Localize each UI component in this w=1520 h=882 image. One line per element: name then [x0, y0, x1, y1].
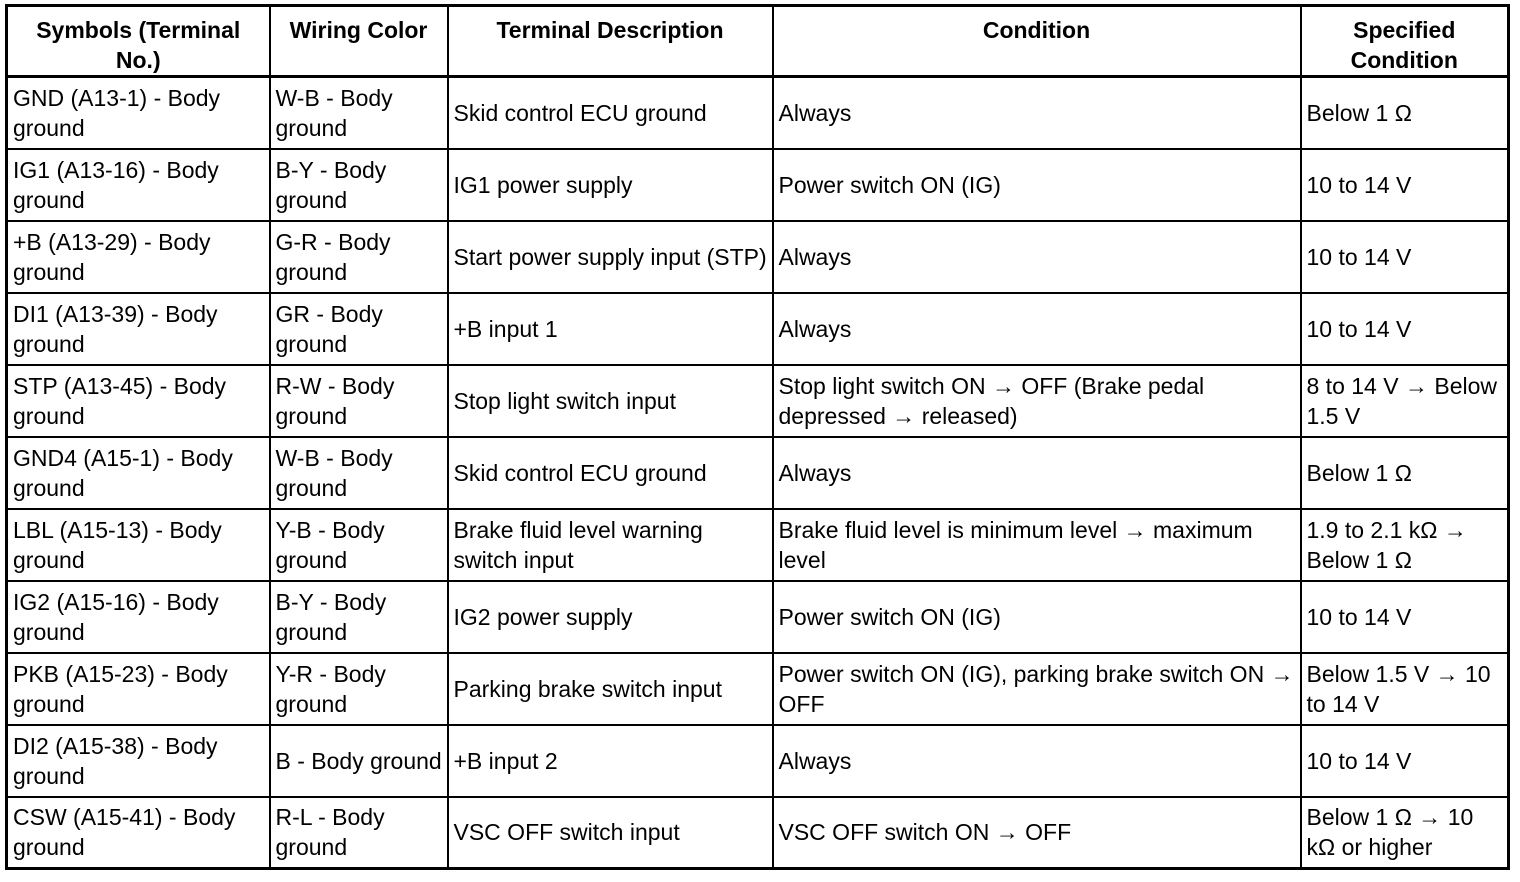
cell-specified-condition: 10 to 14 V	[1301, 149, 1509, 221]
cell-terminal-description: Skid control ECU ground	[448, 77, 773, 149]
cell-terminal-description: Brake fluid level warning switch input	[448, 509, 773, 581]
table-header-row	[7, 6, 1509, 77]
table-row	[7, 653, 1509, 725]
table-row	[7, 581, 1509, 653]
table-row	[7, 797, 1509, 869]
cell-terminal-description: +B input 2	[448, 725, 773, 797]
table-row	[7, 365, 1509, 437]
header-specified-condition: Specified Condition	[1301, 6, 1509, 77]
cell-symbol: DI1 (A13-39) - Body ground	[7, 293, 270, 365]
terminal-specification-table	[5, 4, 1510, 870]
cell-wiring-color: B-Y - Body ground	[270, 149, 448, 221]
cell-terminal-description: Parking brake switch input	[448, 653, 773, 725]
table-row	[7, 725, 1509, 797]
cell-condition: Power switch ON (IG)	[773, 149, 1301, 221]
cell-condition: Always	[773, 437, 1301, 509]
cell-condition: Always	[773, 77, 1301, 149]
cell-symbol: PKB (A15-23) - Body ground	[7, 653, 270, 725]
cell-specified-condition: 10 to 14 V	[1301, 725, 1509, 797]
cell-terminal-description: VSC OFF switch input	[448, 797, 773, 869]
cell-specified-condition: 1.9 to 2.1 kΩ → Below 1 Ω	[1301, 509, 1509, 581]
cell-symbol: IG2 (A15-16) - Body ground	[7, 581, 270, 653]
cell-wiring-color: GR - Body ground	[270, 293, 448, 365]
cell-wiring-color: Y-B - Body ground	[270, 509, 448, 581]
cell-symbol: LBL (A15-13) - Body ground	[7, 509, 270, 581]
cell-condition: Always	[773, 221, 1301, 293]
cell-condition: VSC OFF switch ON → OFF	[773, 797, 1301, 869]
table-body	[7, 77, 1509, 869]
cell-wiring-color: B - Body ground	[270, 725, 448, 797]
cell-condition: Always	[773, 293, 1301, 365]
cell-terminal-description: +B input 1	[448, 293, 773, 365]
cell-wiring-color: G-R - Body ground	[270, 221, 448, 293]
cell-terminal-description: IG2 power supply	[448, 581, 773, 653]
header-condition: Condition	[773, 6, 1301, 77]
cell-wiring-color: B-Y - Body ground	[270, 581, 448, 653]
cell-condition: Always	[773, 725, 1301, 797]
cell-specified-condition: 10 to 14 V	[1301, 293, 1509, 365]
cell-specified-condition: Below 1.5 V → 10 to 14 V	[1301, 653, 1509, 725]
cell-specified-condition: Below 1 Ω	[1301, 437, 1509, 509]
table-row	[7, 437, 1509, 509]
cell-condition: Brake fluid level is minimum level → maximum level	[773, 509, 1301, 581]
cell-symbol: GND (A13-1) - Body ground	[7, 77, 270, 149]
cell-specified-condition: Below 1 Ω	[1301, 77, 1509, 149]
cell-condition: Power switch ON (IG), parking brake switch ON → OFF	[773, 653, 1301, 725]
cell-symbol: IG1 (A13-16) - Body ground	[7, 149, 270, 221]
table-row	[7, 509, 1509, 581]
cell-wiring-color: W-B - Body ground	[270, 77, 448, 149]
cell-symbol: +B (A13-29) - Body ground	[7, 221, 270, 293]
table-row	[7, 293, 1509, 365]
cell-wiring-color: R-L - Body ground	[270, 797, 448, 869]
header-symbols: Symbols (Terminal No.)	[7, 6, 270, 77]
header-wiring-color: Wiring Color	[270, 6, 448, 77]
cell-condition: Power switch ON (IG)	[773, 581, 1301, 653]
cell-symbol: DI2 (A15-38) - Body ground	[7, 725, 270, 797]
cell-terminal-description: Stop light switch input	[448, 365, 773, 437]
terminal-table-container	[5, 4, 1510, 870]
cell-specified-condition: Below 1 Ω → 10 kΩ or higher	[1301, 797, 1509, 869]
table-row	[7, 149, 1509, 221]
cell-symbol: STP (A13-45) - Body ground	[7, 365, 270, 437]
table-row	[7, 77, 1509, 149]
cell-wiring-color: R-W - Body ground	[270, 365, 448, 437]
header-terminal-description: Terminal Description	[448, 6, 773, 77]
cell-wiring-color: W-B - Body ground	[270, 437, 448, 509]
cell-terminal-description: IG1 power supply	[448, 149, 773, 221]
table-row	[7, 221, 1509, 293]
cell-terminal-description: Start power supply input (STP)	[448, 221, 773, 293]
cell-specified-condition: 8 to 14 V → Below 1.5 V	[1301, 365, 1509, 437]
cell-specified-condition: 10 to 14 V	[1301, 581, 1509, 653]
cell-symbol: GND4 (A15-1) - Body ground	[7, 437, 270, 509]
cell-symbol: CSW (A15-41) - Body ground	[7, 797, 270, 869]
cell-condition: Stop light switch ON → OFF (Brake pedal depressed → released)	[773, 365, 1301, 437]
cell-terminal-description: Skid control ECU ground	[448, 437, 773, 509]
cell-wiring-color: Y-R - Body ground	[270, 653, 448, 725]
cell-specified-condition: 10 to 14 V	[1301, 221, 1509, 293]
